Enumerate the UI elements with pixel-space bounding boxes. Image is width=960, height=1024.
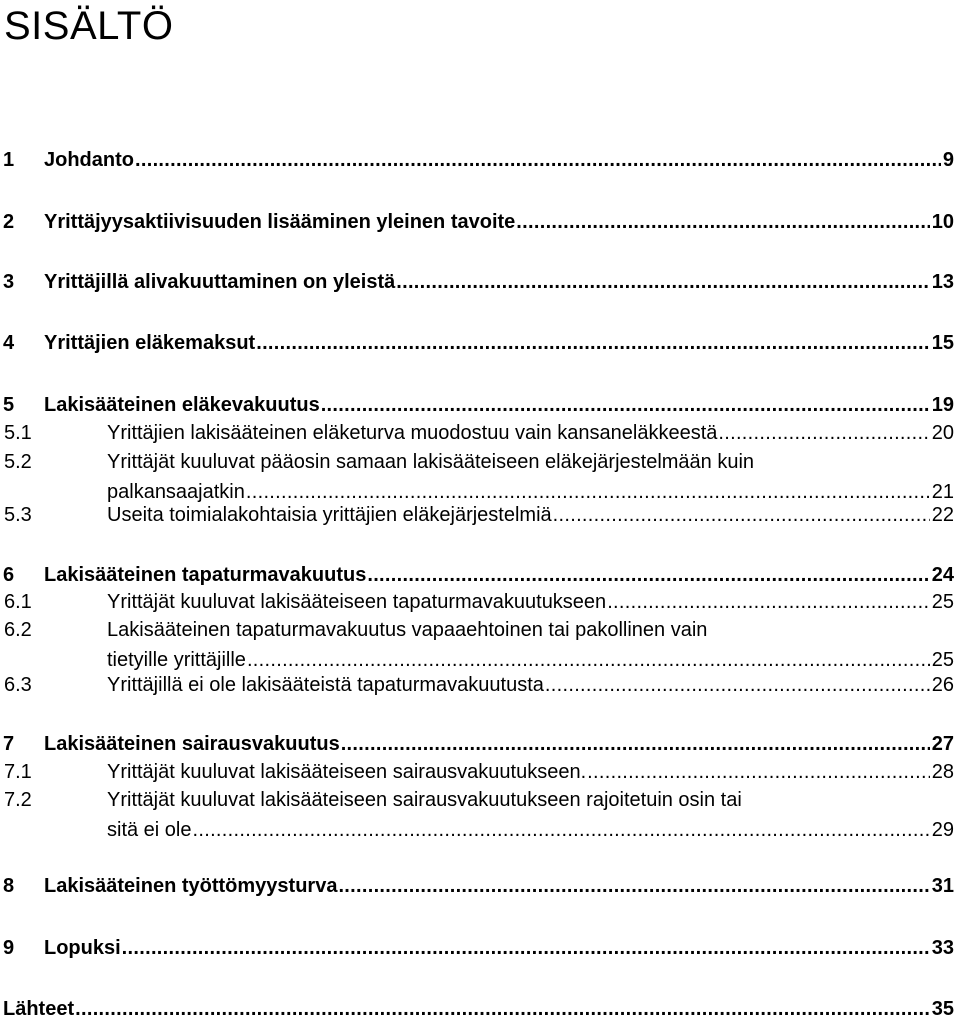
toc-entry-6-2[interactable] [0, 615, 960, 671]
toc-page-number: 35 [931, 998, 954, 1020]
toc-page-number: 22 [931, 504, 954, 526]
dot-leader [75, 994, 930, 1024]
toc-entry-3[interactable] [0, 267, 960, 297]
toc-entry-6[interactable] [0, 560, 960, 590]
toc-number: 6.3 [4, 674, 32, 696]
toc-entry-4[interactable] [0, 328, 960, 358]
toc-number: 3 [3, 271, 15, 293]
toc-title: Yrittäjät kuuluvat pääosin samaan lakisääteiseen eläkejärjestelmään kuin [107, 451, 755, 473]
toc-entry-6-3[interactable] [0, 670, 960, 700]
toc-title: Yrittäjät kuuluvat lakisääteiseen sairausvakuutukseen. [107, 761, 587, 783]
toc-entry-references[interactable] [0, 994, 960, 1024]
toc-title: Lakisääteinen työttömyysturva [44, 875, 338, 897]
toc-entry-5[interactable] [0, 390, 960, 420]
toc-title: Lakisääteinen tapaturmavakuutus [44, 564, 367, 586]
toc-page-number: 25 [931, 649, 954, 671]
dot-leader [607, 587, 930, 617]
toc-title: Johdanto [44, 149, 134, 171]
toc-number: 7.1 [4, 761, 32, 783]
toc-entry-7-1[interactable] [0, 757, 960, 787]
toc-number: 5 [3, 394, 15, 416]
toc-page-number: 19 [931, 394, 954, 416]
toc-page-number: 28 [931, 761, 954, 783]
toc-number: 6.1 [4, 591, 32, 613]
toc-title: Lakisääteinen tapaturmavakuutus vapaaehtoinen tai pakollinen vain [107, 619, 708, 641]
toc-page-number: 15 [931, 332, 954, 354]
toc-page-number: 29 [931, 819, 954, 841]
toc-title: Yrittäjien lakisääteinen eläketurva muodostuu vain kansaneläkkeestä [107, 422, 718, 444]
dot-leader [516, 207, 929, 237]
dot-leader [553, 500, 930, 530]
dot-leader [367, 560, 929, 590]
toc-page-number: 31 [931, 875, 954, 897]
toc-entry-6-1[interactable] [0, 587, 960, 617]
dot-leader [256, 328, 930, 358]
toc-number: 8 [3, 875, 15, 897]
toc-title-continued: tietyille yrittäjille [107, 649, 246, 671]
toc-number: 6.2 [4, 619, 32, 641]
toc-page-number: 10 [931, 211, 954, 233]
toc-page-number: 26 [931, 674, 954, 696]
toc-entry-5-2[interactable] [0, 447, 960, 503]
dot-leader [193, 815, 930, 845]
toc-page-number: 25 [931, 591, 954, 613]
toc-entry-5-3[interactable] [0, 500, 960, 530]
dot-leader [718, 418, 929, 448]
toc-title: Yrittäjillä alivakuuttaminen on yleistä [44, 271, 396, 293]
toc-title: Lakisääteinen eläkevakuutus [44, 394, 320, 416]
toc-title-continued: palkansaajatkin [107, 481, 245, 503]
page-title: SISÄLTÖ [4, 4, 174, 48]
dot-leader [341, 729, 930, 759]
toc-number: 7.2 [4, 789, 32, 811]
toc-entry-8[interactable] [0, 871, 960, 901]
toc-number: 5.1 [4, 422, 32, 444]
dot-leader [587, 757, 930, 787]
toc-number: 7 [3, 733, 15, 755]
toc-entry-5-1[interactable] [0, 418, 960, 448]
toc-entry-7[interactable] [0, 729, 960, 759]
toc-page-number: 27 [931, 733, 954, 755]
toc-page-number: 20 [931, 422, 954, 444]
toc-number: 5.2 [4, 451, 32, 473]
toc-number: 5.3 [4, 504, 32, 526]
toc-entry-9[interactable] [0, 933, 960, 963]
toc-entry-1[interactable] [0, 145, 960, 175]
toc-title-continued: sitä ei ole [107, 819, 192, 841]
toc-entry-7-2[interactable] [0, 785, 960, 841]
toc-entry-2[interactable] [0, 207, 960, 237]
toc-number: 1 [3, 149, 15, 171]
toc-page-number: 21 [931, 481, 954, 503]
toc-page-number: 9 [942, 149, 954, 171]
toc-title: Yrittäjien eläkemaksut [44, 332, 256, 354]
dot-leader [338, 871, 929, 901]
dot-leader [545, 670, 930, 700]
toc-title: Lakisääteinen sairausvakuutus [44, 733, 340, 755]
toc-number: 2 [3, 211, 15, 233]
toc-page-number: 33 [931, 937, 954, 959]
toc-title: Yrittäjyysaktiivisuuden lisääminen yleinen tavoite [44, 211, 516, 233]
dot-leader [396, 267, 930, 297]
toc-title: Lähteet [3, 998, 75, 1020]
toc-title: Yrittäjät kuuluvat lakisääteiseen tapaturmavakuutukseen [107, 591, 607, 613]
toc-title: Useita toimialakohtaisia yrittäjien eläkejärjestelmiä [107, 504, 552, 526]
toc-page-number: 24 [931, 564, 954, 586]
toc-page-number: 13 [931, 271, 954, 293]
toc-number: 6 [3, 564, 15, 586]
toc-number: 4 [3, 332, 15, 354]
toc-title: Yrittäjät kuuluvat lakisääteiseen sairausvakuutukseen rajoitetuin osin tai [107, 789, 742, 811]
dot-leader [122, 933, 930, 963]
dot-leader [135, 145, 941, 175]
toc-number: 9 [3, 937, 15, 959]
dot-leader [321, 390, 930, 420]
toc-title: Yrittäjillä ei ole lakisääteistä tapaturmavakuutusta [107, 674, 544, 696]
toc-title: Lopuksi [44, 937, 121, 959]
